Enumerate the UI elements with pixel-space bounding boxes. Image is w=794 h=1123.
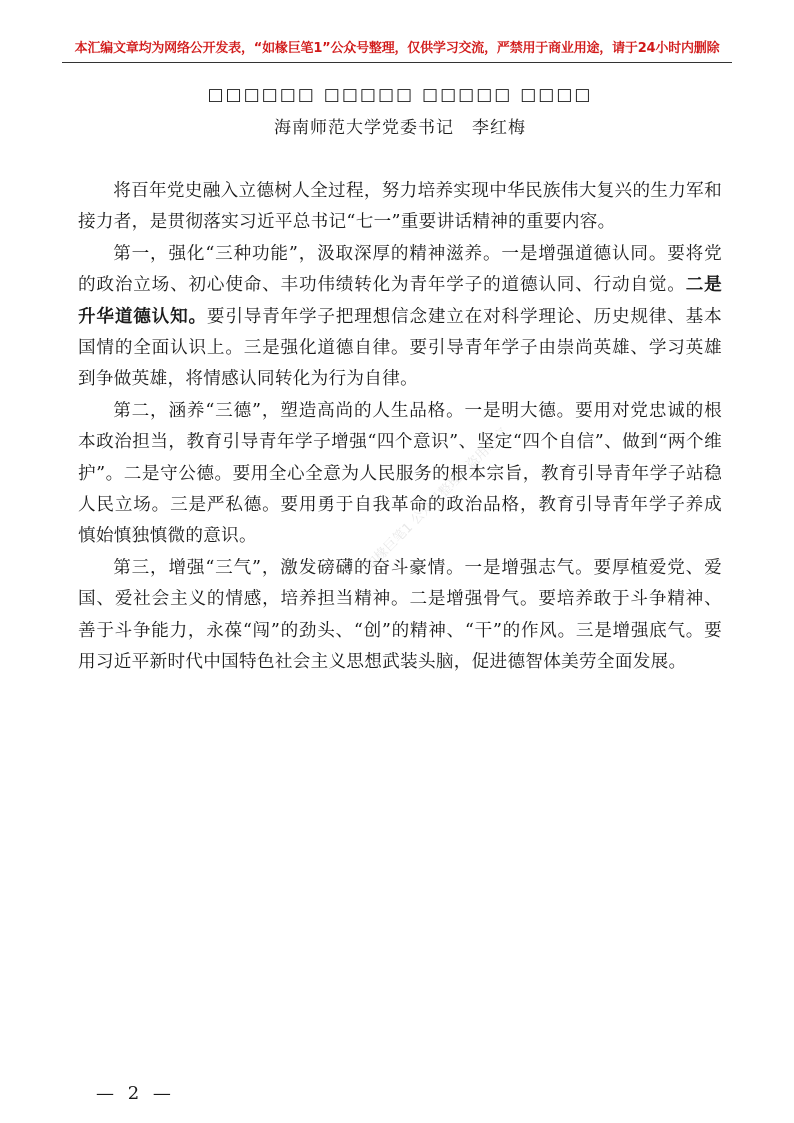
document-title: □□□□□□ □□□□□ □□□□□ □□□□: [207, 85, 593, 105]
paragraph-second: 第二，涵养“三德”，塑造高尚的人生品格。一是明大德。要用对党忠诚的根本政治担当，教育引导青年学子增强“四个意识”、坚定“四个自信”、做到“两个维护”。二是守公德。要用全心全意为人民服务的根本宗旨，教育引导青年学子站稳人民立场。三是严私德。要用勇于自我革命的政治品格，教育引导青年学子养成慎始慎独慎微的意识。: [78, 400, 722, 547]
header-divider: [62, 62, 732, 63]
header-notice: 本汇编文章均为网络公开发表，“如椽巨笔1”公众号整理，仅供学习交流，严禁用于商业用途，请于24小时内删除: [74, 41, 720, 56]
paragraph-third: 第三，增强“三气”，激发磅礴的奋斗豪情。一是增强志气。要厚植爱党、爱国、爱社会主义的情感，培养担当精神。二是增强骨气。要培养敢于斗争精神、善于斗争能力，永葆“闯”的劲头、“创”的精神、“干”的作风。三是增强底气。要用习近平新时代中国特色社会主义思想武装头脑，促进德智体美劳全面发展。: [78, 557, 722, 673]
paragraph-first-rest: 要引导青年学子把理想信念建立在对科学理论、历史规律、基本国情的全面认识上。三是强化道德自律。要引导青年学子由崇尚英雄、学习英雄到争做英雄，将情感认同转化为行为自律。: [78, 306, 722, 390]
document-body: [78, 176, 722, 679]
paragraph-intro: 将百年党史融入立德树人全过程，努力培养实现中华民族伟大复兴的生力军和接力者，是贯彻落实习近平总书记“七一”重要讲话精神的重要内容。: [78, 181, 722, 233]
paragraph-first: [78, 239, 722, 396]
document-author: 海南师范大学党委书记 李红梅: [274, 118, 526, 138]
paragraph-first-strong: 二是升华道德认知。: [78, 275, 722, 327]
watermark-text: 如椽巨笔1 公众号整理，盗用必究: [362, 425, 511, 574]
page-number: — 2 —: [96, 1083, 175, 1104]
paragraph-first-lead: 第一，强化“三种功能”，汲取深厚的精神滋养。一是增强道德认同。要将党的政治立场、初心使命、丰功伟绩转化为青年学子的道德认同、行动自觉。: [78, 243, 722, 296]
